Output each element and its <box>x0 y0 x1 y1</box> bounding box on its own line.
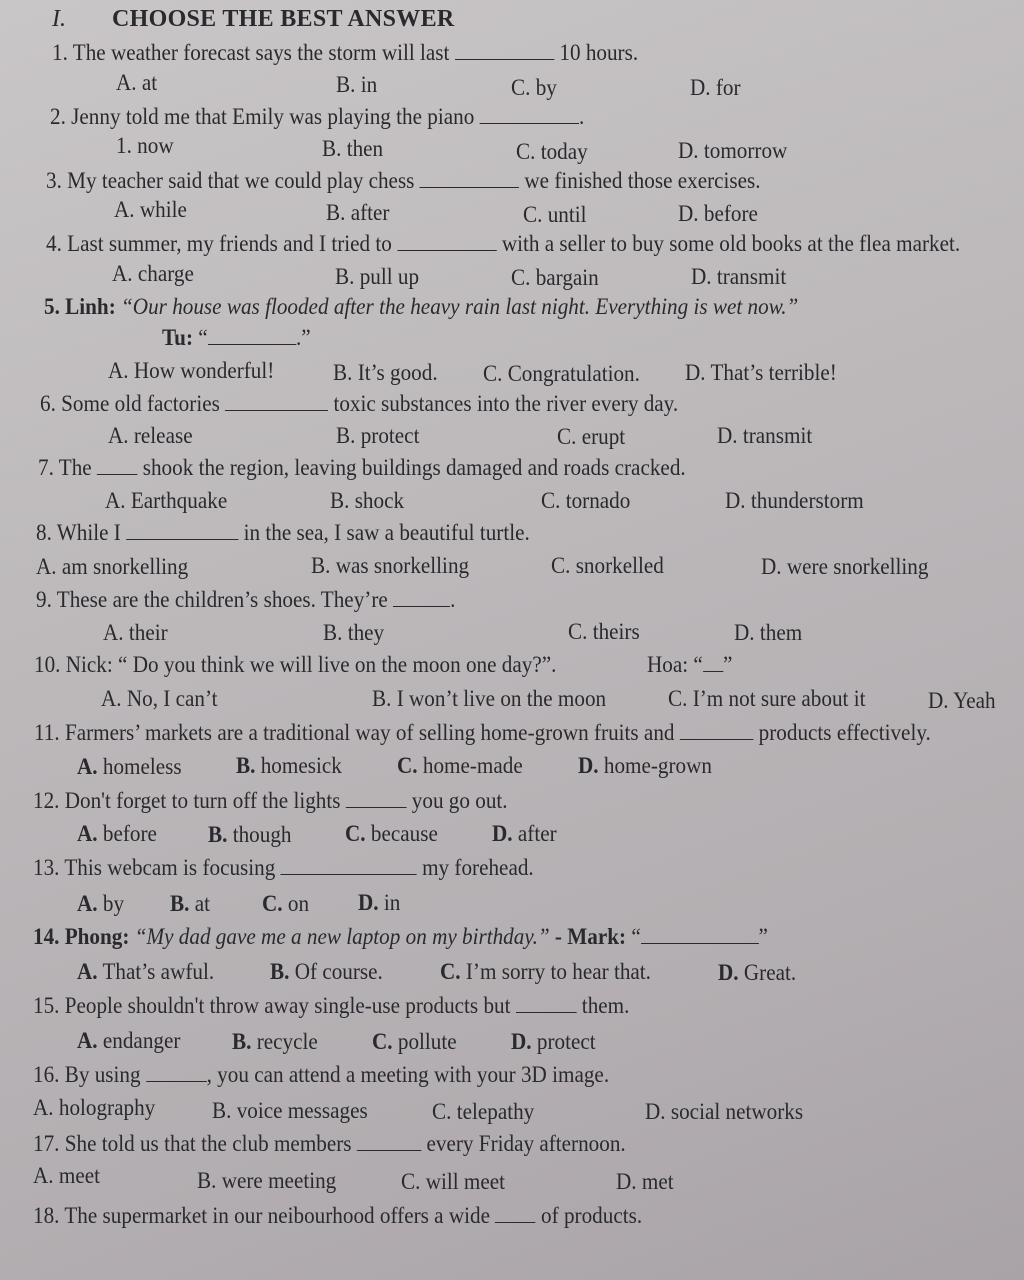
answer-blank[interactable] <box>357 1132 421 1151</box>
option-c[interactable]: C. today <box>516 139 588 164</box>
option-text: on <box>287 891 310 916</box>
option-c[interactable]: C. bargain <box>511 265 599 290</box>
answer-blank[interactable] <box>346 789 407 808</box>
question-17 <box>33 1131 626 1157</box>
question-text-end: . <box>450 587 456 612</box>
option-d[interactable]: D. social networks <box>645 1099 804 1124</box>
answer-blank[interactable] <box>208 326 296 345</box>
option-a[interactable]: A. holography <box>33 1095 156 1120</box>
question-11 <box>34 720 931 746</box>
question-text-end: 10 hours. <box>559 40 639 65</box>
option-text: home-grown <box>603 753 713 778</box>
option-a[interactable]: A. release <box>108 423 193 448</box>
reply-speaker: Hoa: “ <box>647 652 703 677</box>
option-c[interactable]: C. Congratulation. <box>483 361 640 386</box>
option-letter: C. <box>440 959 461 984</box>
option-letter: B. <box>232 1029 252 1054</box>
option-letter: C. <box>397 753 418 778</box>
option-d[interactable]: D. transmit <box>691 264 787 289</box>
question-3 <box>46 168 761 194</box>
option-text: endanger <box>102 1028 181 1053</box>
option-text: though <box>232 822 292 847</box>
option-b[interactable]: B. in <box>336 72 378 97</box>
option-d[interactable] <box>492 821 557 847</box>
question-text-end: products effectively. <box>758 720 931 745</box>
option-b[interactable]: B. was snorkelling <box>311 553 470 578</box>
answer-blank[interactable] <box>495 1204 535 1223</box>
question-text: 10. Nick: “ Do you think we will live on the moon one day?”. <box>34 652 557 677</box>
reply-speaker: Tu: <box>162 325 193 350</box>
option-b[interactable]: B. I won’t live on the moon <box>372 686 607 711</box>
option-a[interactable] <box>77 891 124 917</box>
option-text: homeless <box>102 754 182 779</box>
option-c[interactable]: C. will meet <box>401 1169 506 1194</box>
option-d[interactable]: D. That’s terrible! <box>685 360 837 385</box>
option-a[interactable] <box>77 754 182 780</box>
option-c[interactable]: C. tornado <box>541 488 631 513</box>
answer-blank[interactable] <box>225 392 328 411</box>
section-number: I. <box>52 6 66 32</box>
option-b[interactable]: B. after <box>326 200 390 225</box>
reply-close-quote: ” <box>723 652 733 677</box>
question-text: 2. Jenny told me that Emily was playing the piano <box>50 104 475 129</box>
question-text: 3. My teacher said that we could play chess <box>46 168 415 193</box>
option-letter: D. <box>358 890 379 915</box>
question-5 <box>44 294 798 320</box>
option-text: in <box>383 890 401 915</box>
question-13 <box>33 855 534 881</box>
question-18 <box>33 1203 642 1229</box>
answer-blank[interactable] <box>680 721 754 740</box>
question-text-end: toxic substances into the river every day. <box>333 391 679 416</box>
question-text: 8. While I <box>36 520 121 545</box>
question-10-reply <box>647 652 732 678</box>
question-text-end: shook the region, leaving buildings damaged and roads cracked. <box>142 455 686 480</box>
question-text: 13. This webcam is focusing <box>33 855 276 880</box>
option-d[interactable]: D. them <box>734 620 803 645</box>
option-a[interactable] <box>77 821 157 847</box>
option-text: by <box>102 891 125 916</box>
reply-close-quote: .” <box>296 325 311 350</box>
answer-blank[interactable] <box>641 925 759 944</box>
option-text: homesick <box>260 753 342 778</box>
option-b[interactable] <box>208 822 291 848</box>
question-10 <box>34 652 556 678</box>
option-text: because <box>370 821 438 846</box>
option-letter: C. <box>262 891 283 916</box>
option-text: at <box>194 891 210 916</box>
question-text-end: we finished those exercises. <box>524 168 761 193</box>
question-text: 12. Don't forget to turn off the lights <box>33 788 341 813</box>
question-text: 9. These are the children’s shoes. They’re <box>36 587 388 612</box>
question-text: 17. She told us that the club members <box>33 1131 352 1156</box>
option-a[interactable]: A. at <box>116 70 158 95</box>
option-letter: D. <box>718 960 739 985</box>
option-b[interactable]: B. were meeting <box>197 1168 337 1193</box>
reply-close-quote: ” <box>758 924 768 949</box>
option-text: That’s awful. <box>102 959 215 984</box>
option-a[interactable] <box>77 1028 180 1054</box>
option-letter: B. <box>236 753 256 778</box>
answer-blank[interactable] <box>393 588 450 607</box>
option-a[interactable]: A. No, I can’t <box>101 686 218 711</box>
option-b[interactable]: B. It’s good. <box>333 360 438 385</box>
option-a[interactable] <box>77 959 214 985</box>
option-d[interactable] <box>358 890 400 916</box>
option-text: I’m sorry to hear that. <box>465 959 651 984</box>
answer-blank[interactable] <box>126 521 238 540</box>
option-letter: A. <box>77 754 98 779</box>
option-a[interactable]: A. Earthquake <box>105 488 228 513</box>
option-c[interactable]: C. telepathy <box>432 1099 535 1124</box>
question-16 <box>33 1062 609 1088</box>
option-text: home-made <box>422 753 523 778</box>
option-b[interactable]: B. they <box>323 620 385 645</box>
option-text: after <box>517 821 557 846</box>
option-c[interactable] <box>345 821 438 847</box>
option-d[interactable]: D. Yeah <box>928 688 996 713</box>
option-d[interactable]: D. met <box>616 1169 674 1194</box>
answer-blank[interactable] <box>703 653 723 672</box>
option-text: before <box>102 821 157 846</box>
question-text-end: them. <box>581 993 630 1018</box>
option-b[interactable] <box>232 1029 318 1055</box>
option-c[interactable]: C. by <box>511 75 557 100</box>
option-d[interactable]: D. transmit <box>717 423 813 448</box>
option-a[interactable]: A. charge <box>112 261 194 286</box>
option-text: protect <box>536 1029 596 1054</box>
answer-blank[interactable] <box>97 456 137 475</box>
reply-open-quote: “ <box>631 924 641 949</box>
question-text: 1. The weather forecast says the storm will last <box>52 40 450 65</box>
question-text-end: my forehead. <box>422 855 534 880</box>
option-letter: B. <box>270 959 290 984</box>
question-text: 16. By using <box>33 1062 141 1087</box>
reply-line <box>162 325 311 351</box>
option-letter: D. <box>578 753 599 778</box>
answer-blank[interactable] <box>480 105 579 124</box>
speaker-name: 14. Phong: <box>33 924 130 949</box>
answer-blank[interactable] <box>146 1063 207 1082</box>
option-letter: B. <box>170 891 190 916</box>
option-letter: A. <box>77 1028 98 1053</box>
option-letter: C. <box>372 1029 393 1054</box>
question-text: 11. Farmers’ markets are a traditional way of selling home-grown fruits and <box>34 720 675 745</box>
question-4 <box>46 231 960 257</box>
answer-blank[interactable] <box>455 41 554 60</box>
question-15 <box>33 993 629 1019</box>
option-a[interactable]: A. am snorkelling <box>36 554 189 579</box>
question-14 <box>33 924 768 950</box>
option-b[interactable]: B. shock <box>330 488 405 513</box>
answer-blank[interactable] <box>397 232 496 251</box>
question-text-end: in the sea, I saw a beautiful turtle. <box>243 520 530 545</box>
question-text-end: , you can attend a meeting with your 3D image. <box>206 1062 610 1087</box>
question-text: 15. People shouldn't throw away single-use products but <box>33 993 511 1018</box>
question-text: 6. Some old factories <box>40 391 220 416</box>
option-c[interactable]: C. I’m not sure about it <box>668 686 866 711</box>
option-c[interactable]: C. erupt <box>557 424 626 449</box>
option-d[interactable]: D. tomorrow <box>678 138 788 163</box>
option-a[interactable]: A. How wonderful! <box>108 358 275 383</box>
option-a[interactable]: A. meet <box>33 1163 100 1188</box>
question-12 <box>33 788 508 814</box>
option-text: Great. <box>743 960 797 985</box>
option-d[interactable] <box>718 960 796 986</box>
option-d[interactable]: D. thunderstorm <box>725 488 864 513</box>
option-b[interactable]: B. pull up <box>335 264 420 289</box>
question-9 <box>36 587 455 613</box>
option-c[interactable] <box>440 959 651 985</box>
speaker-name: 5. Linh: <box>44 294 116 319</box>
option-a[interactable]: A. their <box>103 620 168 645</box>
question-text: “Our house was flooded after the heavy rain last night. Everything is wet now.” <box>121 294 799 319</box>
question-text-end: with a seller to buy some old books at the flea market. <box>501 231 961 256</box>
option-d[interactable]: D. were snorkelling <box>761 554 929 579</box>
option-d[interactable] <box>511 1029 596 1055</box>
section-title: CHOOSE THE BEST ANSWER <box>112 6 455 32</box>
question-text: 7. The <box>38 455 92 480</box>
option-a[interactable]: 1. now <box>116 133 174 158</box>
question-1 <box>52 40 638 66</box>
option-letter: A. <box>77 821 98 846</box>
option-d[interactable]: D. before <box>678 201 758 226</box>
option-b[interactable]: B. then <box>322 136 384 161</box>
reply-speaker: - Mark: <box>554 924 627 949</box>
question-2 <box>50 104 584 130</box>
question-7 <box>38 455 686 481</box>
reply-open-quote: “ <box>198 325 208 350</box>
question-text: 4. Last summer, my friends and I tried to <box>46 231 392 256</box>
option-d[interactable] <box>578 753 712 779</box>
option-c[interactable] <box>262 891 309 917</box>
option-letter: A. <box>77 959 98 984</box>
option-letter: D. <box>492 821 513 846</box>
option-b[interactable]: B. protect <box>336 423 420 448</box>
option-text: recycle <box>256 1029 318 1054</box>
option-b[interactable] <box>270 959 383 985</box>
question-8 <box>36 520 530 546</box>
option-b[interactable] <box>236 753 342 779</box>
question-text-end: of products. <box>541 1203 643 1228</box>
option-c[interactable] <box>372 1029 457 1055</box>
answer-blank[interactable] <box>516 994 577 1013</box>
question-text-end: . <box>578 104 585 129</box>
option-c[interactable]: C. until <box>523 202 587 227</box>
option-b[interactable]: B. voice messages <box>212 1098 368 1123</box>
question-text: “My dad gave me a new laptop on my birthday.” <box>134 924 550 949</box>
option-letter: D. <box>511 1029 532 1054</box>
question-text: 18. The supermarket in our neibourhood offers a wide <box>33 1203 490 1228</box>
option-text: pollute <box>397 1029 457 1054</box>
option-c[interactable] <box>397 753 523 779</box>
option-letter: A. <box>77 891 98 916</box>
option-letter: B. <box>208 822 228 847</box>
question-text-end: you go out. <box>411 788 508 813</box>
option-letter: C. <box>345 821 366 846</box>
answer-blank[interactable] <box>420 169 519 188</box>
option-a[interactable]: A. while <box>114 197 187 222</box>
question-text-end: every Friday afternoon. <box>426 1131 626 1156</box>
answer-blank[interactable] <box>281 856 417 875</box>
option-text: Of course. <box>294 959 383 984</box>
question-6 <box>40 391 678 417</box>
option-b[interactable] <box>170 891 210 917</box>
option-c[interactable]: C. snorkelled <box>551 553 664 578</box>
section-heading <box>52 6 455 33</box>
option-d[interactable]: D. for <box>690 75 741 100</box>
option-c[interactable]: C. theirs <box>568 619 640 644</box>
